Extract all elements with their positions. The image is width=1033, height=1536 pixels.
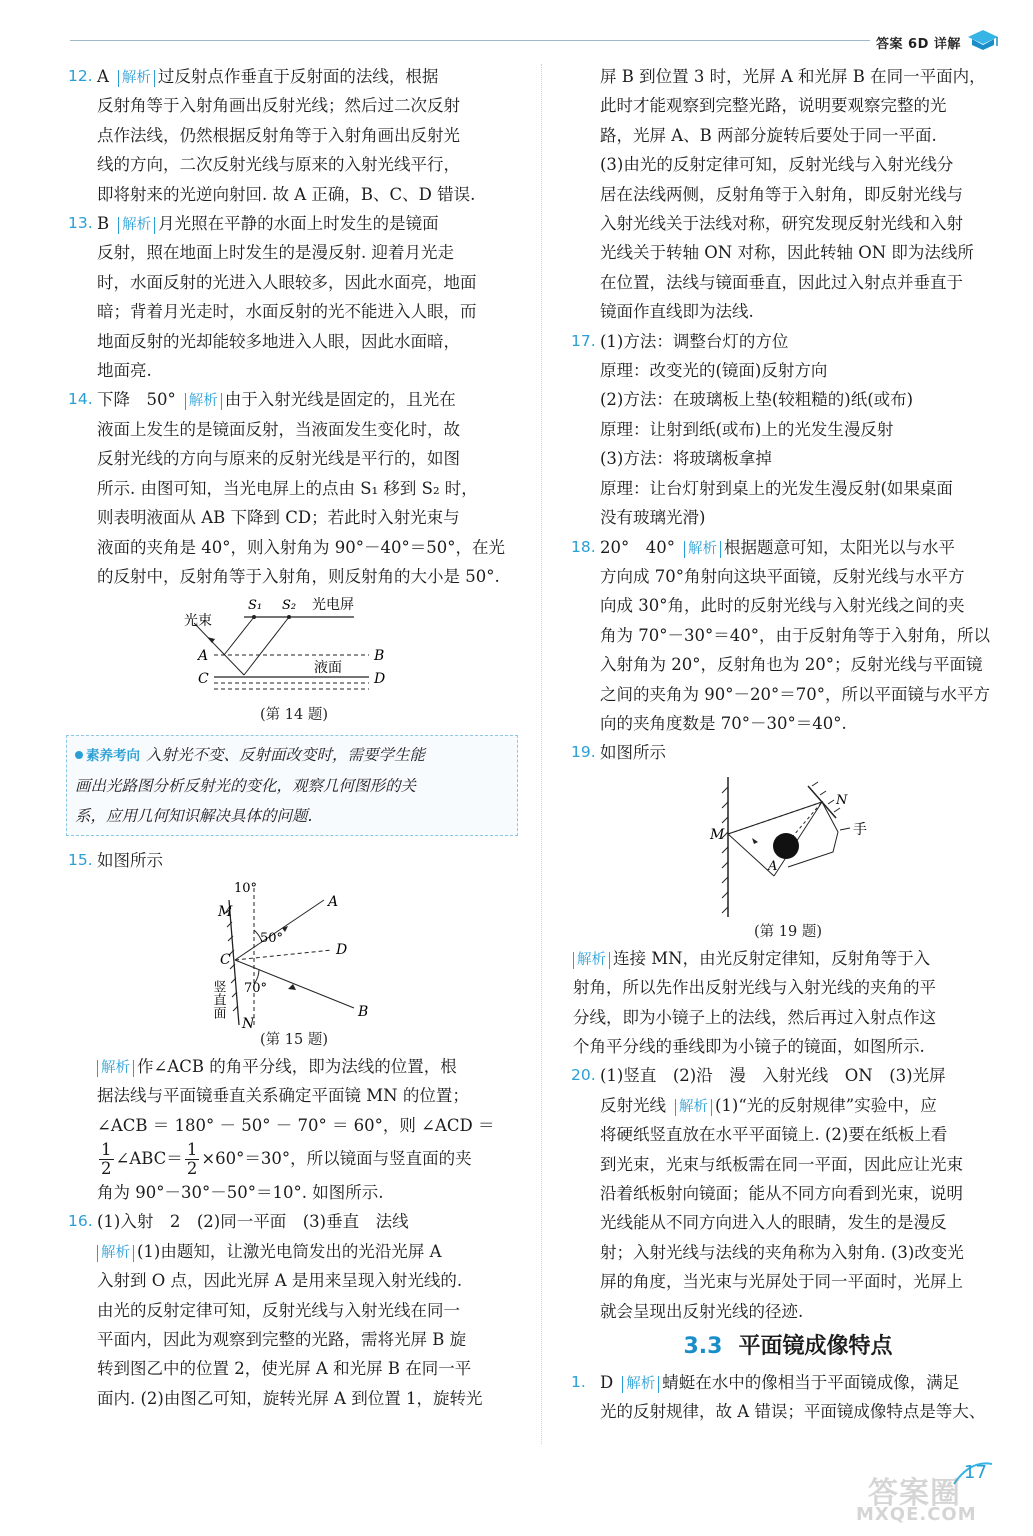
point-b-label: B [358, 1003, 369, 1020]
column-divider [541, 64, 542, 1444]
text-line: 蜻蜓在水中的像相当于平面镜成像，满足 [662, 1373, 960, 1393]
text-line: 入射角为 20°，反射角也为 20°；反射光线与平面镜 [600, 655, 983, 675]
text-line: 分线，即为小镜子上的法线，然后再过入射点作这 [573, 1007, 936, 1027]
analysis-tag: 解析 [622, 1376, 659, 1393]
figure-19-diagram [688, 772, 888, 922]
text-line: 此时才能观察到完整光路，说明要观察完整的光 [600, 96, 947, 116]
question-number: 17. [571, 331, 596, 350]
vertical-face-label: 竖直面 [210, 979, 226, 1019]
text-line: 之间的夹角为 90°－20°＝70°，所以平面镜与水平方 [600, 684, 990, 704]
text-line: ×60°＝30°，所以镜面与竖直面的夹 [201, 1148, 472, 1168]
text-line: 地面反射的光却能较多地进入人眼，因此水面暗， [97, 331, 460, 351]
text-line: ∠ACB ＝ 180° － 50° － 70° ＝ 60°，则 ∠ACD ＝ [97, 1115, 495, 1135]
text-line: 平面内，因此为观察到完整的光路，需将光屏 B 旋 [97, 1329, 467, 1349]
logo-icon [966, 28, 1000, 52]
s2-label: S₂ [282, 598, 297, 614]
dot-icon [75, 751, 83, 759]
text-line: 向成 30°角，此时的反射光线与入射光线之间的夹 [600, 596, 965, 616]
question-number: 1. [571, 1373, 586, 1392]
text-line: 如图所示 [600, 743, 666, 763]
question-14 [70, 385, 518, 591]
text-line: 的反射中，反射角等于入射角，则反射角的大小是 50°. [97, 566, 500, 586]
analysis-tag: 解析 [118, 217, 155, 234]
text-line: 作∠ACB 的角平分线，即为法线的位置，根 [137, 1056, 457, 1076]
text-line: (1)“光的反射规律”实验中，应 [715, 1095, 937, 1115]
analysis-tag: 解析 [118, 70, 155, 87]
text-line: (2)方法：在玻璃板上垫(较粗糙的)纸(或布) [600, 390, 914, 410]
figure-15-diagram [204, 880, 384, 1030]
point-c-label: C [220, 951, 231, 968]
text-line: 镜面作直线即为法线. [600, 302, 754, 322]
figure-14-diagram [174, 595, 414, 705]
text-line: 向的夹角度数是 70°－30°＝40°. [600, 713, 847, 733]
text-line: 屏 B 到位置 3 时，光屏 A 和光屏 B 在同一平面内， [600, 67, 986, 86]
header-tag: 答案 6D 详解 [876, 37, 961, 52]
text-line: 过反射点作垂直于反射面的法线，根据 [157, 67, 439, 86]
point-a-label: A [198, 648, 209, 665]
left-column [70, 62, 518, 1413]
text-line: 方向成 70°角射向这块平面镜，反射光线与水平方 [600, 566, 965, 586]
question-15 [70, 846, 518, 875]
analysis-tag: 解析 [573, 952, 610, 969]
point-a-label: A [768, 858, 778, 874]
question-16 [70, 1207, 518, 1413]
answer: (1)入射 2 (2)同一平面 (3)垂直 法线 [97, 1212, 409, 1232]
angle-10-label: 10° [234, 880, 258, 896]
text-line: 将硬纸竖直放在水平平面镜上. (2)要在纸板上看 [600, 1125, 948, 1145]
callout-tag: 素养考向 [75, 748, 140, 764]
question-number: 16. [68, 1212, 93, 1231]
answer: B [97, 214, 110, 234]
text-line: 面内. (2)由图乙可知，旋转光屏 A 到位置 1，旋转光 [97, 1388, 483, 1408]
question-number: 20. [571, 1066, 596, 1085]
text-line: 转到图乙中的位置 2，使光屏 A 和光屏 B 在同一平 [97, 1359, 472, 1379]
question-number: 13. [68, 214, 93, 233]
right-column [573, 62, 1003, 1427]
fraction: $\frac{1}{2}$ [101, 1139, 112, 1178]
question-19-analysis [573, 944, 1003, 1062]
text-line: 连接 MN，由光反射定律知，反射角等于入 [613, 948, 931, 968]
liquid-label: 液面 [314, 660, 342, 677]
text-line: 到光束，光束与纸板需在同一平面，因此应让光束 [600, 1154, 963, 1174]
text-line: 入射光线关于法线对称，研究发现反射光线和入射 [600, 214, 963, 234]
text-line: 地面亮. [97, 361, 152, 381]
watermark-cn: 答案圈 [868, 1476, 961, 1511]
text-line: 液面上发生的是镜面反射，当液面发生变化时，故 [97, 419, 460, 439]
figure-caption: (第 19 题) [754, 923, 822, 940]
text-line: 射角，所以先作出反射光线与入射光线的夹角的平 [573, 978, 936, 998]
analysis-tag: 解析 [675, 1099, 712, 1116]
text-line: 个角平分线的垂线即为小镜子的镜面，如图所示. [573, 1036, 925, 1056]
page-number: 17 [964, 1462, 987, 1483]
screen-label: 光电屏 [312, 597, 354, 614]
text-line: 角为 70°－30°＝40°，由于反射角等于入射角，所以 [600, 625, 990, 645]
figure-caption: (第 14 题) [260, 707, 328, 724]
answer: D [600, 1373, 614, 1393]
text-line: (3)由光的反射定律可知，反射光线与入射光线分 [600, 155, 954, 175]
point-d-label: D [374, 671, 386, 688]
text-line: 原理：让台灯射到桌上的光发生漫反射(如果桌面 [600, 478, 953, 498]
text-line: 如图所示 [97, 851, 163, 871]
question-number: 19. [571, 743, 596, 762]
text-line: 线的方向，二次反射光线与原来的入射光线平行， [97, 155, 460, 175]
text-line: 光线能从不同方向进入人的眼睛，发生的是漫反 [600, 1213, 947, 1233]
section-title [573, 1330, 1003, 1364]
point-b-label: B [374, 648, 385, 665]
answer: (1)竖直 (2)沿 漫 入射光线 ON (3)光屏 [600, 1066, 946, 1086]
text-line: 就会呈现出反射光线的径迹. [600, 1301, 804, 1321]
point-d-label: D [336, 941, 348, 958]
section-number: 3.3 [683, 1334, 723, 1360]
question-16-continued [573, 62, 1003, 327]
question-19 [573, 738, 1003, 767]
analysis-tag: 解析 [185, 393, 222, 410]
figure-15 [70, 880, 518, 1050]
text-line: 射；入射光线与法线的夹角称为入射角. (3)改变光 [600, 1242, 964, 1262]
question-20 [573, 1061, 1003, 1326]
text-line: (3)方法：将玻璃板拿掉 [600, 449, 772, 469]
analysis-tag: 解析 [97, 1060, 134, 1077]
text-line: 原理：让射到纸(或布)上的光发生漫反射 [600, 419, 894, 439]
text-line: 画出光路图分析反射光的变化，观察几何图形的关 [75, 777, 417, 796]
question-15-analysis [70, 1052, 518, 1208]
figure-19 [573, 772, 1003, 942]
text-line: 根据题意可知，太阳光以与水平 [724, 537, 955, 557]
point-c-label: C [198, 671, 209, 688]
point-a-label: A [328, 893, 339, 910]
text-line: 暗；背着月光走时，水面反射的光不能进入人眼，而 [97, 302, 477, 322]
answer: 20° 40° [600, 537, 675, 557]
question-17 [573, 327, 1003, 533]
text-line: 所示. 由图可知，当光电屏上的点由 S₁ 移到 S₂ 时， [97, 478, 478, 498]
watermark-text: MXQE.COM [856, 1504, 977, 1525]
callout-box [66, 735, 518, 836]
question-number: 14. [68, 390, 93, 409]
text-line: 沿着纸板射向镜面；能从不同方向看到光束，说明 [600, 1184, 963, 1203]
answer: 下降 50° [97, 390, 176, 410]
figure-14 [70, 595, 518, 725]
analysis-tag: 解析 [97, 1245, 134, 1262]
text-line: 即将射来的光逆向射回. 故 A 正确，B、C、D 错误. [97, 184, 476, 204]
text-line: 路，光屏 A、B 两部分旋转后要处于同一平面. [600, 125, 937, 145]
text-line: 在位置，法线与镜面垂直，因此过入射点并垂直于 [600, 272, 963, 292]
question-number: 18. [571, 537, 596, 556]
text-line: 液面的夹角是 40°，则入射角为 90°－40°＝50°，在光 [97, 537, 505, 557]
angle-50-label: 50° [260, 930, 284, 946]
text-line: 角为 90°－30°－50°＝10°. 如图所示. [97, 1182, 384, 1202]
answer: A [97, 67, 109, 86]
point-n-label: N [242, 1015, 255, 1030]
text-line: (1)方法：调整台灯的方位 [600, 331, 789, 351]
point-n-label: N [836, 792, 848, 808]
answer: 反射光线 [600, 1095, 666, 1115]
text-line: 系，应用几何知识解决具体的问题. [75, 807, 313, 826]
text-line: 时，水面反射的光进入人眼较多，因此水面亮，地面 [97, 272, 477, 292]
text-line: ∠ABC＝ [115, 1148, 183, 1168]
text-line: (1)由题知，让激光电筒发出的光沿光屏 A [137, 1241, 442, 1261]
question-13 [70, 209, 518, 385]
point-m-label: M [218, 903, 233, 920]
header-rule [70, 40, 870, 41]
question-number: 15. [68, 851, 93, 870]
text-line: 反射角等于入射角画出反射光线；然后过二次反射 [97, 96, 460, 116]
text-line: 没有玻璃光滑) [600, 508, 706, 528]
angle-70-label: 70° [244, 980, 268, 996]
text-line: 入射光不变、反射面改变时，需要学生能 [146, 746, 426, 765]
text-line: 点作法线，仍然根据反射角等于入射角画出反射光 [97, 125, 460, 145]
text-line: 屏的角度，当光束与光屏处于同一平面时，光屏上 [600, 1272, 963, 1292]
text-line: 光的反射规律，故 A 错误；平面镜成像特点是等大、 [600, 1402, 986, 1422]
text-line: 原理：改变光的(镜面)反射方向 [600, 361, 828, 381]
fraction: $\frac{1}{2}$ [186, 1139, 198, 1178]
hand-label: 手 [853, 821, 867, 838]
question-18 [573, 533, 1003, 739]
text-line: 由光的反射定律可知，反射光线与入射光线在同一 [97, 1300, 460, 1320]
figure-caption: (第 15 题) [260, 1031, 328, 1048]
text-line: 据法线与平面镜垂直关系确定平面镜 MN 的位置； [97, 1086, 469, 1106]
text-line: 居在法线两侧，反射角等于入射角，即反射光线与 [600, 184, 963, 204]
section-question-1 [573, 1368, 1003, 1427]
text-line: 则表明液面从 AB 下降到 CD；若此时入射光束与 [97, 508, 460, 528]
point-m-label: M [710, 826, 725, 843]
text-line: 反射光线的方向与原来的反射光线是平行的，如图 [97, 449, 460, 469]
text-line: 反射，照在地面上时发生的是漫反射. 迎着月光走 [97, 243, 454, 263]
text-line: 月光照在平静的水面上时发生的是镜面 [158, 214, 439, 234]
analysis-tag: 解析 [684, 541, 721, 558]
section-title-text: 平面镜成像特点 [738, 1334, 893, 1360]
text-line: 光线关于转轴 ON 对称，因此转轴 ON 即为法线所 [600, 243, 974, 263]
question-12 [70, 62, 518, 209]
beam-label: 光束 [184, 613, 212, 630]
s1-label: S₁ [248, 598, 263, 614]
question-number: 12. [68, 67, 93, 85]
text-line: 入射到 O 点，因此光屏 A 是用来呈现入射光线的. [97, 1271, 463, 1291]
text-line: 由于入射光线是固定的，且光在 [224, 390, 456, 410]
